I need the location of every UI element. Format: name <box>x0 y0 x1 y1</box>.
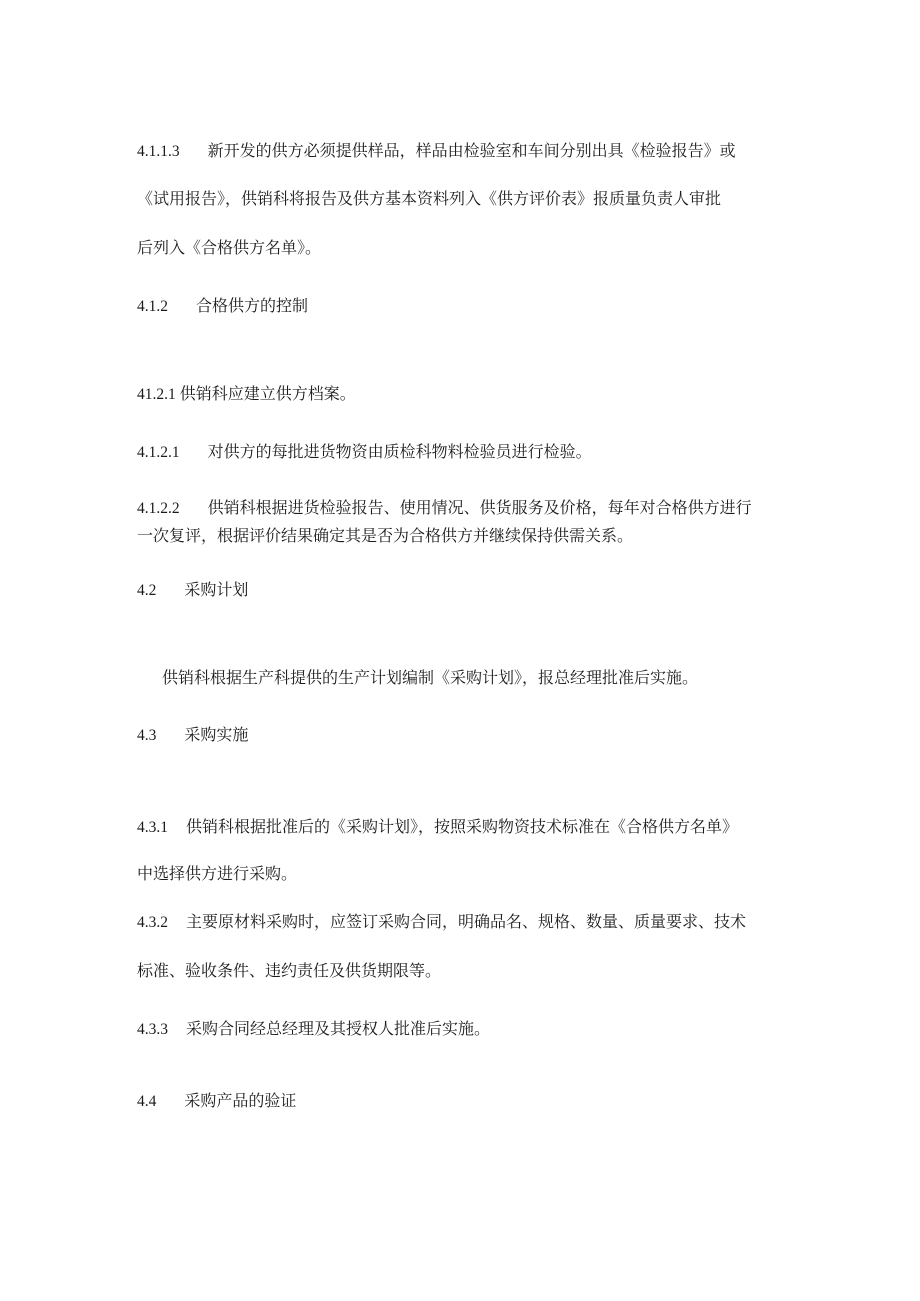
clause-text: 供销科应建立供方档案。 <box>179 384 356 403</box>
clause-4-3-2-line-1 <box>137 911 746 934</box>
section-heading-4-1-2 <box>137 295 308 318</box>
clause-4-1-1-3-line-2 <box>137 188 721 210</box>
section-number: 4.2 <box>137 582 157 599</box>
clause-4-1-2-1 <box>137 441 592 464</box>
clause-text: 《试用报告》，供销科将报告及供方基本资料列入《供方评价表》报质量负责人审批 <box>137 189 722 208</box>
section-heading-4-3 <box>137 724 248 747</box>
clause-text: 新开发的供方必须提供样品，样品由检验室和车间分别出具《检验报告》或 <box>207 141 736 160</box>
paragraph-text: 供销科根据生产科提供的生产计划编制《采购计划》，报总经理批准后实施。 <box>162 668 699 687</box>
clause-text: 供销科根据进货检验报告、使用情况、供货服务及价格，每年对合格供方进行 <box>207 498 752 517</box>
section-title: 采购计划 <box>184 580 249 599</box>
section-number: 4.4 <box>137 1093 157 1110</box>
section-title: 采购实施 <box>184 725 249 744</box>
clause-number: 4.1.1.3 <box>137 143 180 160</box>
clause-number: 4.3.3 <box>137 1021 168 1038</box>
clause-4-1-1-3-line-3 <box>137 237 321 259</box>
section-number: 4.1.2 <box>137 298 168 315</box>
clause-text: 后列入《合格供方名单》。 <box>137 238 322 257</box>
clause-41-2-1 <box>137 383 356 406</box>
clause-4-1-1-3-line-1 <box>137 140 736 163</box>
section-4-2-body <box>162 667 698 689</box>
clause-text: 供销科根据批准后的《采购计划》，按照采购物资技术标准在《合格供方名单》 <box>186 817 739 836</box>
clause-4-3-1-line-1 <box>137 816 738 839</box>
clause-number: 4.1.2.2 <box>137 500 180 517</box>
clause-text: 对供方的每批进货物资由质检科物料检验员进行检验。 <box>207 442 592 461</box>
clause-4-3-3 <box>137 1018 490 1041</box>
clause-text: 一次复评，根据评价结果确定其是否为合格供方并继续保持供需关系。 <box>137 526 634 545</box>
clause-number: 41.2.1 <box>137 386 176 403</box>
clause-text: 中选择供方进行采购。 <box>137 864 298 883</box>
section-title: 采购产品的验证 <box>184 1091 297 1110</box>
clause-text: 标准、验收条件、违约责任及供货期限等。 <box>137 961 442 980</box>
section-heading-4-2 <box>137 579 248 602</box>
clause-4-1-2-2-line-1 <box>137 497 752 520</box>
clause-4-3-1-line-2 <box>137 863 297 885</box>
clause-text: 主要原材料采购时，应签订采购合同，明确品名、规格、数量、质量要求、技术 <box>186 912 747 931</box>
clause-number: 4.3.2 <box>137 914 168 931</box>
clause-number: 4.1.2.1 <box>137 444 180 461</box>
clause-4-1-2-2-line-2 <box>137 525 633 547</box>
clause-number: 4.3.1 <box>137 819 168 836</box>
section-heading-4-4 <box>137 1090 296 1113</box>
clause-text: 采购合同经总经理及其授权人批准后实施。 <box>186 1019 491 1038</box>
section-title: 合格供方的控制 <box>196 296 309 315</box>
section-number: 4.3 <box>137 727 157 744</box>
clause-4-3-2-line-2 <box>137 960 441 982</box>
